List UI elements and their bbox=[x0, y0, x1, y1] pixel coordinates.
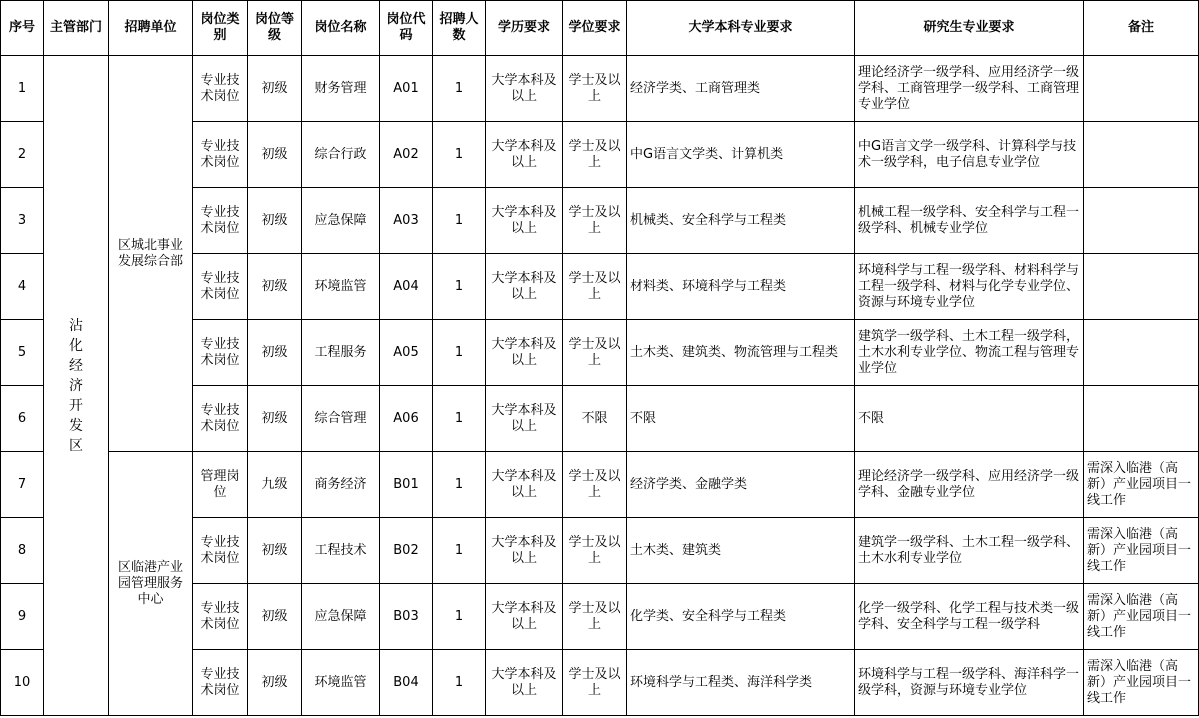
cell-code: B01 bbox=[380, 452, 433, 518]
cell-undergrad: 经济学类、金融学类 bbox=[627, 452, 855, 518]
cell-name: 财务管理 bbox=[302, 56, 380, 122]
cell-count: 1 bbox=[433, 254, 486, 320]
cell-category: 专业技术岗位 bbox=[193, 650, 248, 716]
cell-seq: 10 bbox=[1, 650, 44, 716]
cell-level: 初级 bbox=[248, 584, 302, 650]
cell-grad bbox=[855, 122, 1084, 188]
cell-seq: 5 bbox=[1, 320, 44, 386]
cell-count: 1 bbox=[433, 188, 486, 254]
cell-category: 专业技术岗位 bbox=[193, 188, 248, 254]
cell-name: 综合管理 bbox=[302, 386, 380, 452]
cell-category: 专业技术岗位 bbox=[193, 254, 248, 320]
cell-category: 专业技术岗位 bbox=[193, 320, 248, 386]
cell-name: 环境监管 bbox=[302, 650, 380, 716]
cell-level: 九级 bbox=[248, 452, 302, 518]
cell-undergrad: 土木类、建筑类、物流管理与工程类 bbox=[627, 320, 855, 386]
cell-code: B02 bbox=[380, 518, 433, 584]
cell-unit-b: 区临港产业园管理服务中心 bbox=[109, 452, 193, 716]
cell-level: 初级 bbox=[248, 254, 302, 320]
cell-degree: 学士及以上 bbox=[563, 188, 627, 254]
cell-notes: 需深入临港（高新）产业园项目一线工作 bbox=[1084, 452, 1199, 518]
cell-edu: 大学本科及以上 bbox=[486, 518, 563, 584]
cell-notes: 需深入临港（高新）产业园项目一线工作 bbox=[1084, 650, 1199, 716]
cell-seq: 6 bbox=[1, 386, 44, 452]
header-category: 岗位类别 bbox=[193, 1, 248, 56]
cell-degree: 学士及以上 bbox=[563, 122, 627, 188]
grad-text: 不限 bbox=[858, 410, 885, 426]
cell-grad bbox=[855, 386, 1084, 452]
cell-degree: 学士及以上 bbox=[563, 584, 627, 650]
cell-level: 初级 bbox=[248, 518, 302, 584]
cell-category: 专业技术岗位 bbox=[193, 56, 248, 122]
cell-count: 1 bbox=[433, 584, 486, 650]
cell-edu: 大学本科及以上 bbox=[486, 320, 563, 386]
cell-count: 1 bbox=[433, 56, 486, 122]
cell-undergrad: 不限 bbox=[627, 386, 855, 452]
grad-text: 中G语言文学一级学科、计算科学与技术一级学科，电子信息专业学位 bbox=[858, 138, 1077, 170]
grad-text: 化学一级学科、化学工程与技术类一级学科、安全科学与工程一级学科 bbox=[858, 600, 1080, 632]
cell-degree: 学士及以上 bbox=[563, 56, 627, 122]
cell-grad bbox=[855, 188, 1084, 254]
cell-code: B03 bbox=[380, 584, 433, 650]
header-edu: 学历要求 bbox=[486, 1, 563, 56]
cell-undergrad: 经济学类、工商管理类 bbox=[627, 56, 855, 122]
cell-undergrad: 中G语言文学类、计算机类 bbox=[627, 122, 855, 188]
cell-notes bbox=[1084, 56, 1199, 122]
cell-code: A03 bbox=[380, 188, 433, 254]
cell-edu: 大学本科及以上 bbox=[486, 650, 563, 716]
cell-code: A01 bbox=[380, 56, 433, 122]
grad-text: 理论经济学一级学科、应用经济学一级学科、工商管理学一级学科、工商管理专业学位 bbox=[858, 64, 1080, 112]
grad-text: 理论经济学一级学科、应用经济学一级学科、金融专业学位 bbox=[858, 468, 1080, 500]
cell-edu: 大学本科及以上 bbox=[486, 122, 563, 188]
cell-unit-a: 区城北事业发展综合部 bbox=[109, 56, 193, 452]
cell-notes bbox=[1084, 254, 1199, 320]
cell-count: 1 bbox=[433, 122, 486, 188]
cell-grad bbox=[855, 320, 1084, 386]
header-level: 岗位等级 bbox=[248, 1, 302, 56]
table-row bbox=[1, 56, 1199, 122]
cell-notes bbox=[1084, 122, 1199, 188]
cell-category: 专业技术岗位 bbox=[193, 518, 248, 584]
cell-grad bbox=[855, 518, 1084, 584]
cell-code: A06 bbox=[380, 386, 433, 452]
header-dept: 主管部门 bbox=[44, 1, 109, 56]
header-notes: 备注 bbox=[1084, 1, 1199, 56]
cell-count: 1 bbox=[433, 452, 486, 518]
cell-name: 综合行政 bbox=[302, 122, 380, 188]
cell-undergrad: 环境科学与工程类、海洋科学类 bbox=[627, 650, 855, 716]
cell-code: A05 bbox=[380, 320, 433, 386]
cell-seq: 8 bbox=[1, 518, 44, 584]
cell-seq: 7 bbox=[1, 452, 44, 518]
cell-notes bbox=[1084, 320, 1199, 386]
cell-name: 工程技术 bbox=[302, 518, 380, 584]
cell-degree: 学士及以上 bbox=[563, 650, 627, 716]
header-code: 岗位代码 bbox=[380, 1, 433, 56]
cell-grad bbox=[855, 56, 1084, 122]
header-seq: 序号 bbox=[1, 1, 44, 56]
cell-seq: 4 bbox=[1, 254, 44, 320]
dept-label: 沾化经济开发区 bbox=[69, 317, 83, 454]
cell-code: B04 bbox=[380, 650, 433, 716]
cell-edu: 大学本科及以上 bbox=[486, 56, 563, 122]
cell-seq: 2 bbox=[1, 122, 44, 188]
cell-category: 专业技术岗位 bbox=[193, 122, 248, 188]
cell-undergrad: 机械类、安全科学与工程类 bbox=[627, 188, 855, 254]
cell-seq: 1 bbox=[1, 56, 44, 122]
cell-code: A02 bbox=[380, 122, 433, 188]
cell-degree: 学士及以上 bbox=[563, 452, 627, 518]
cell-count: 1 bbox=[433, 518, 486, 584]
grad-text: 环境科学与工程一级学科、海洋科学一级学科，资源与环境专业学位 bbox=[858, 666, 1080, 698]
cell-edu: 大学本科及以上 bbox=[486, 584, 563, 650]
header-count: 招聘人数 bbox=[433, 1, 486, 56]
cell-name: 应急保障 bbox=[302, 188, 380, 254]
cell-undergrad: 化学类、安全科学与工程类 bbox=[627, 584, 855, 650]
cell-level: 初级 bbox=[248, 650, 302, 716]
cell-notes: 需深入临港（高新）产业园项目一线工作 bbox=[1084, 584, 1199, 650]
cell-code: A04 bbox=[380, 254, 433, 320]
grad-text: 建筑学一级学科、土木工程一级学科，土木水利专业学位、物流工程与管理专业学位 bbox=[858, 328, 1080, 376]
cell-name: 环境监管 bbox=[302, 254, 380, 320]
cell-edu: 大学本科及以上 bbox=[486, 386, 563, 452]
cell-degree: 不限 bbox=[563, 386, 627, 452]
cell-level: 初级 bbox=[248, 122, 302, 188]
cell-grad bbox=[855, 254, 1084, 320]
cell-undergrad: 土木类、建筑类 bbox=[627, 518, 855, 584]
cell-edu: 大学本科及以上 bbox=[486, 254, 563, 320]
cell-degree: 学士及以上 bbox=[563, 254, 627, 320]
cell-grad bbox=[855, 452, 1084, 518]
cell-notes: 需深入临港（高新）产业园项目一线工作 bbox=[1084, 518, 1199, 584]
cell-name: 商务经济 bbox=[302, 452, 380, 518]
cell-undergrad: 材料类、环境科学与工程类 bbox=[627, 254, 855, 320]
cell-notes bbox=[1084, 386, 1199, 452]
cell-level: 初级 bbox=[248, 56, 302, 122]
cell-name: 应急保障 bbox=[302, 584, 380, 650]
grad-text: 环境科学与工程一级学科、材料科学与工程一级学科、材料与化学专业学位、资源与环境专业学位 bbox=[858, 262, 1080, 310]
cell-level: 初级 bbox=[248, 188, 302, 254]
cell-grad bbox=[855, 650, 1084, 716]
grad-text: 机械工程一级学科、安全科学与工程一级学科、机械专业学位 bbox=[858, 204, 1080, 236]
cell-edu: 大学本科及以上 bbox=[486, 188, 563, 254]
cell-degree: 学士及以上 bbox=[563, 320, 627, 386]
cell-edu: 大学本科及以上 bbox=[486, 452, 563, 518]
cell-count: 1 bbox=[433, 650, 486, 716]
cell-seq: 3 bbox=[1, 188, 44, 254]
cell-level: 初级 bbox=[248, 386, 302, 452]
cell-dept bbox=[44, 56, 109, 716]
header-row bbox=[1, 1, 1199, 56]
cell-level: 初级 bbox=[248, 320, 302, 386]
cell-count: 1 bbox=[433, 320, 486, 386]
cell-degree: 学士及以上 bbox=[563, 518, 627, 584]
header-undergrad: 大学本科专业要求 bbox=[627, 1, 855, 56]
header-degree: 学位要求 bbox=[563, 1, 627, 56]
cell-grad bbox=[855, 584, 1084, 650]
header-name: 岗位名称 bbox=[302, 1, 380, 56]
header-unit: 招聘单位 bbox=[109, 1, 193, 56]
header-grad: 研究生专业要求 bbox=[855, 1, 1084, 56]
table-row bbox=[1, 452, 1199, 518]
cell-category: 管理岗位 bbox=[193, 452, 248, 518]
cell-category: 专业技术岗位 bbox=[193, 386, 248, 452]
cell-count: 1 bbox=[433, 386, 486, 452]
cell-name: 工程服务 bbox=[302, 320, 380, 386]
cell-seq: 9 bbox=[1, 584, 44, 650]
cell-category: 专业技术岗位 bbox=[193, 584, 248, 650]
grad-text: 建筑学一级学科、土木工程一级学科、土木水利专业学位 bbox=[858, 534, 1080, 566]
cell-notes bbox=[1084, 188, 1199, 254]
